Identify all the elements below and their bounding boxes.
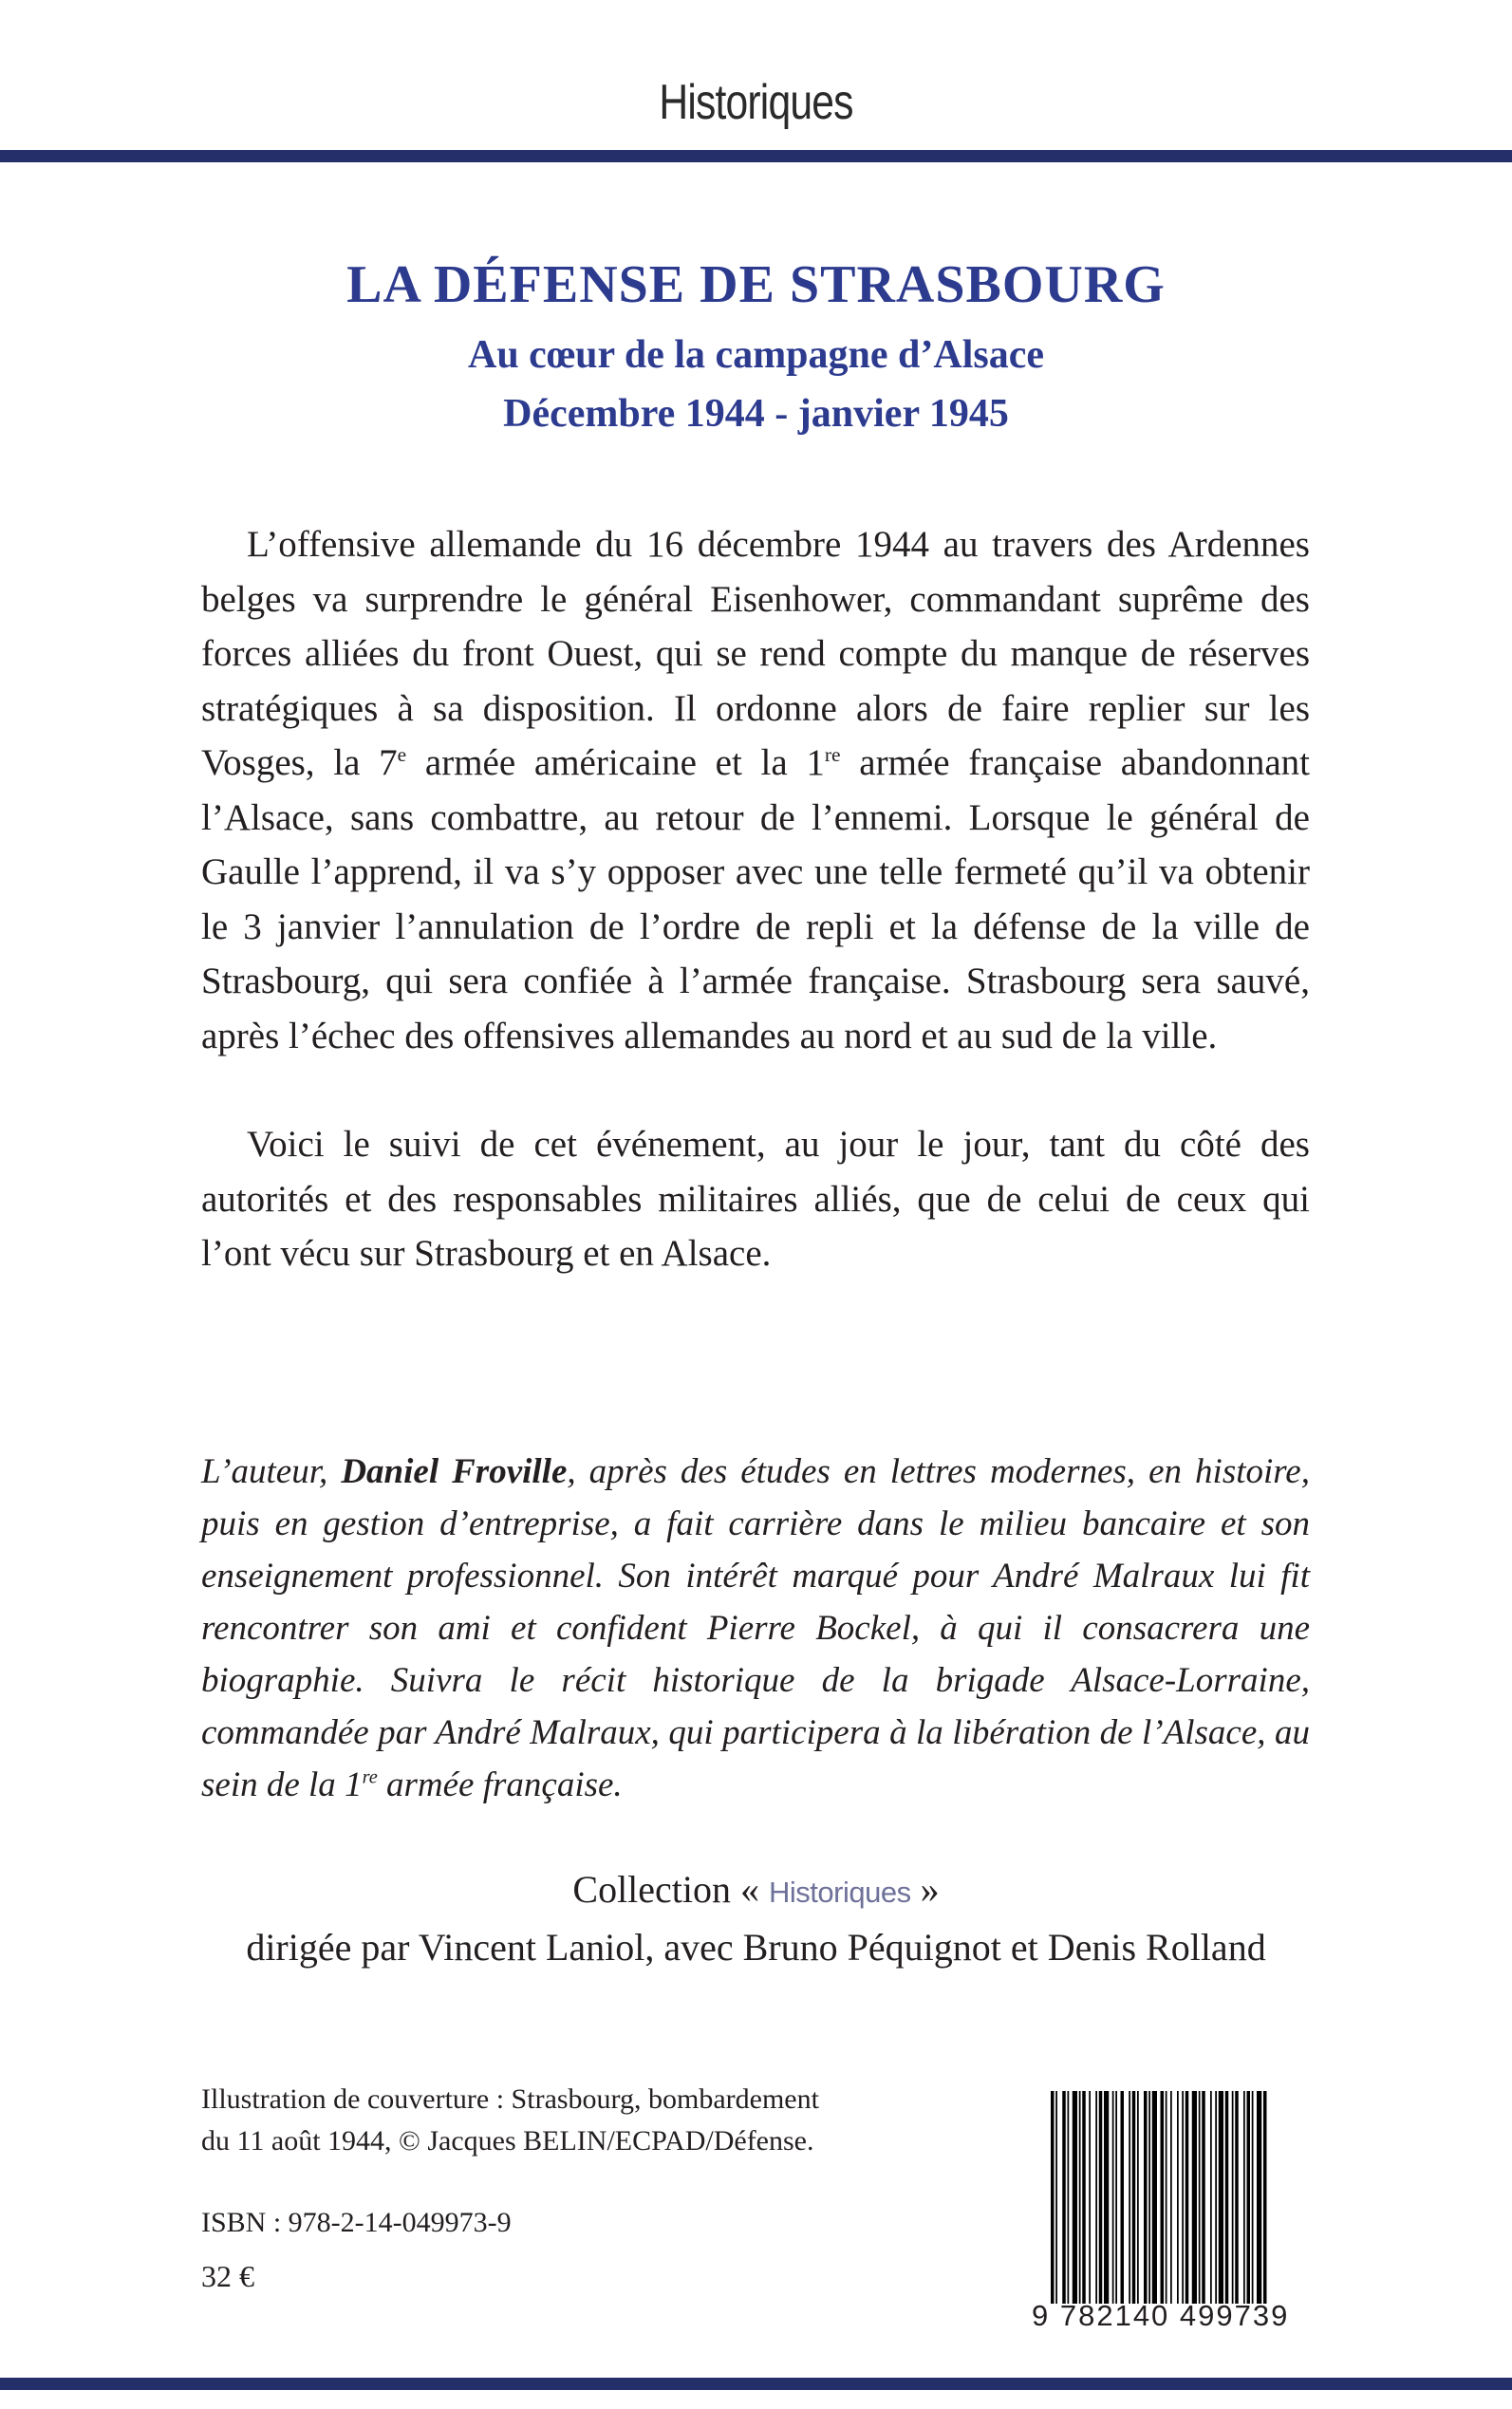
barcode-bar <box>1192 2091 1197 2304</box>
barcode-bar <box>1144 2091 1148 2304</box>
cover-credit: Illustration de couverture : Strasbourg, bombardement du 11 août 1944, © Jacques BELIN/ECPAD/Défense. <box>201 2083 819 2157</box>
barcode-bar <box>1210 2091 1212 2304</box>
barcode-bar <box>1252 2091 1254 2304</box>
barcode-bar <box>1121 2091 1125 2304</box>
collection-info: Collection « Historiques » dirigée par Vincent Laniol, avec Bruno Péquignot et Denis Rolland <box>0 1862 1512 1975</box>
barcode-bar <box>1089 2091 1091 2304</box>
barcode-bar <box>1112 2091 1114 2304</box>
price: 32 € <box>201 2259 254 2293</box>
barcode-bar <box>1182 2091 1184 2304</box>
barcode-bar <box>1129 2091 1130 2304</box>
barcode-bar <box>1161 2091 1165 2304</box>
barcode-bar <box>1225 2091 1229 2304</box>
barcode-bar <box>1202 2091 1205 2304</box>
barcode-bar <box>1115 2091 1117 2304</box>
barcode-bar <box>1137 2091 1139 2304</box>
series-inline-logo: Historiques <box>769 1876 911 1909</box>
blurb-paragraph-1: L’offensive allemande du 16 décembre 1944 au travers des Ardennes belges va surprendre le général Eisenhower, commandant suprême des forces alliées du front Ouest, qui se rend compte du manque de réserves stratégiques à sa disposition. Il ordonne alors de faire replier sur les Vosges, la 7e armée américaine et la 1re armée française abandonnant l’Alsace, sans combattre, au retour de l’ennemi. Lorsque le général de Gaulle l’apprend, il va s’y opposer avec une telle fermeté qu’il va obtenir le 3 janvier l’annulation de l’ordre de repli et la défense de la ville de Strasbourg, qui sera confiée à l’armée française. Strasbourg sera sauvé, après l’échec des offensives allemandes au nord et au sud de la ville. <box>201 524 1310 1056</box>
barcode <box>1049 2091 1313 2304</box>
barcode-bar <box>1232 2091 1234 2304</box>
barcode-bar <box>1257 2091 1261 2304</box>
barcode-bar <box>1055 2091 1057 2304</box>
barcode-bar <box>1170 2091 1172 2304</box>
barcode-bar <box>1104 2091 1109 2304</box>
barcode-bar <box>1152 2091 1157 2304</box>
barcode-bar <box>1095 2091 1097 2304</box>
barcode-bar <box>1068 2091 1070 2304</box>
barcode-bar <box>1079 2091 1081 2304</box>
barcode-bar <box>1051 2091 1055 2304</box>
barcode-bar <box>1073 2091 1077 2304</box>
barcode-digits: 9 782140 499739 <box>1032 2299 1290 2332</box>
barcode-bar <box>1215 2091 1217 2304</box>
top-rule <box>0 150 1512 162</box>
barcode-bar <box>1166 2091 1167 2304</box>
barcode-bar <box>1263 2091 1267 2304</box>
barcode-bar <box>1185 2091 1189 2304</box>
subtitle-line-2: Décembre 1944 - janvier 1945 <box>503 392 1009 436</box>
isbn: ISBN : 978-2-14-049973-9 <box>201 2207 512 2238</box>
barcode-bar <box>1148 2091 1150 2304</box>
book-title: LA DÉFENSE DE STRASBOURG <box>346 255 1166 314</box>
series-logo: Historiques <box>659 75 853 130</box>
bottom-rule <box>0 2378 1512 2390</box>
barcode-bar <box>1099 2091 1103 2304</box>
barcode-bar <box>1235 2091 1239 2304</box>
barcode-bar <box>1219 2091 1223 2304</box>
barcode-bar <box>1082 2091 1086 2304</box>
subtitle-line-1: Au cœur de la campagne d’Alsace <box>467 333 1045 377</box>
barcode-bar <box>1062 2091 1066 2304</box>
barcode-bar <box>1243 2091 1245 2304</box>
author-name: Daniel Froville <box>341 1452 568 1491</box>
author-bio: L’auteur, Daniel Froville, après des études en lettres modernes, en histoire, puis en gestion d’entreprise, a fait carrière dans le milieu bancaire et son enseignement professionnel. Son intérêt marqué pour André Malraux lui fit rencontrer son ami et confident Pierre Bockel, à qui il consacrera une biographie. Suivra le récit historique de la brigade Alsace-Lorraine, commandée par André Malraux, qui participera à la libération de l’Alsace, au sein de la 1re armée française. <box>201 1452 1310 1804</box>
barcode-bar <box>1177 2091 1179 2304</box>
barcode-bar <box>1247 2091 1251 2304</box>
blurb-paragraph-2: Voici le suivi de cet événement, au jour le jour, tant du côté des autorités et des responsables militaires alliés, que de celui de ceux qui l’ont vécu sur Strasbourg et en Alsace. <box>201 1124 1310 1274</box>
barcode-bar <box>1132 2091 1136 2304</box>
collection-editors: dirigée par Vincent Laniol, avec Bruno Péquignot et Denis Rolland <box>246 1926 1266 1969</box>
barcode-bar <box>1199 2091 1201 2304</box>
